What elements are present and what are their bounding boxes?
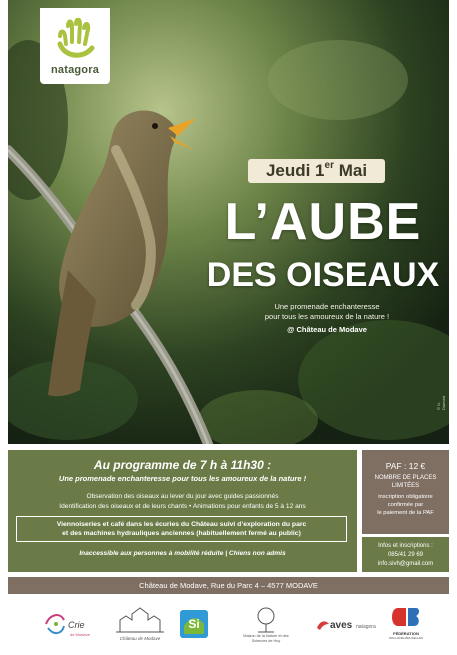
program-highlight-box — [16, 516, 347, 542]
program-title: Au programme de 7 h à 11h30 : — [93, 458, 272, 472]
maison-nature-logo — [236, 606, 296, 648]
paf-box — [362, 450, 449, 534]
info-email: info.sivh@gmail.com — [377, 561, 434, 567]
natagora-logo-text: natagora — [50, 64, 100, 76]
highlight-line-1: Viennoiseries et café dans les écuries du Château suivi d’exploration du parc — [56, 521, 307, 528]
crie-logo — [42, 606, 102, 644]
paf-line-3: le paiement de la PAF — [377, 510, 434, 516]
hero-subtitle — [218, 302, 436, 322]
program-box — [8, 450, 357, 572]
maison-name: Maison de la Nature et des Sciences de Huy — [243, 634, 289, 643]
info-box — [362, 537, 449, 572]
federation-icon — [386, 606, 426, 630]
info-phone: 085/41 29 69 — [387, 552, 424, 558]
si-logo — [176, 606, 212, 644]
paf-line-2: confirmée par — [387, 502, 424, 508]
aves-bird-icon — [316, 618, 330, 632]
photo-credit: © N. Dumont — [436, 395, 446, 410]
title-line-1: L’AUBE — [224, 193, 422, 251]
subtitle-line-1: Une promenade enchanteresse — [274, 302, 380, 311]
paf-line-1: inscription obligatoire — [378, 494, 433, 500]
svg-text:Si: Si — [188, 617, 200, 631]
address-bar: Château de Modave, Rue du Parc 4 – 4577 MODAVE — [8, 577, 449, 594]
federation-line-2: WALLONIE-BRUXELLES — [388, 636, 424, 640]
event-date: Jeudi 1er Mai — [248, 159, 385, 183]
crie-name: Crie — [68, 620, 85, 630]
program-line-2: Identification des oiseaux et de leurs chants • Animations pour enfants de 5 à 12 ans — [59, 503, 306, 510]
chateau-logo — [112, 606, 168, 644]
federation-line-1: FÉDÉRATION — [393, 631, 419, 636]
si-logo-icon — [176, 606, 212, 642]
aves-name: aves — [330, 620, 353, 631]
crie-sub: de Modave — [70, 632, 90, 637]
hero-photo — [8, 0, 449, 444]
highlight-line-2: et des machines hydrauliques anciennes (habituellement fermé au public) — [62, 530, 301, 537]
event-location: @ Château de Modave — [287, 325, 367, 334]
accessibility-note: Inaccessible aux personnes à mobilité réduite | Chiens non admis — [79, 550, 286, 557]
natagora-logo — [40, 8, 110, 84]
castle-icon — [112, 606, 168, 636]
paf-price: PAF : 12 € — [385, 461, 426, 471]
program-line-1: Observation des oiseaux au lever du jour avec guides passionnés — [86, 493, 279, 500]
federation-logo — [386, 606, 426, 648]
chateau-name: Château de Modave — [119, 636, 161, 641]
subtitle-line-2: pour tous les amoureux de la nature ! — [264, 312, 390, 321]
places-line-1: NOMBRE DE PLACES — [374, 475, 437, 481]
program-subtitle: Une promenade enchanteresse pour tous les amoureux de la nature ! — [58, 474, 307, 483]
tree-icon — [236, 606, 296, 634]
aves-natagora: natagora — [356, 624, 376, 630]
title-line-2: DES OISEAUX — [206, 256, 440, 294]
info-title: Infos et inscriptions : — [378, 543, 433, 549]
places-line-2: LIMITÉES — [391, 483, 420, 489]
aves-logo — [316, 606, 386, 636]
hand-logo-icon — [54, 18, 96, 62]
